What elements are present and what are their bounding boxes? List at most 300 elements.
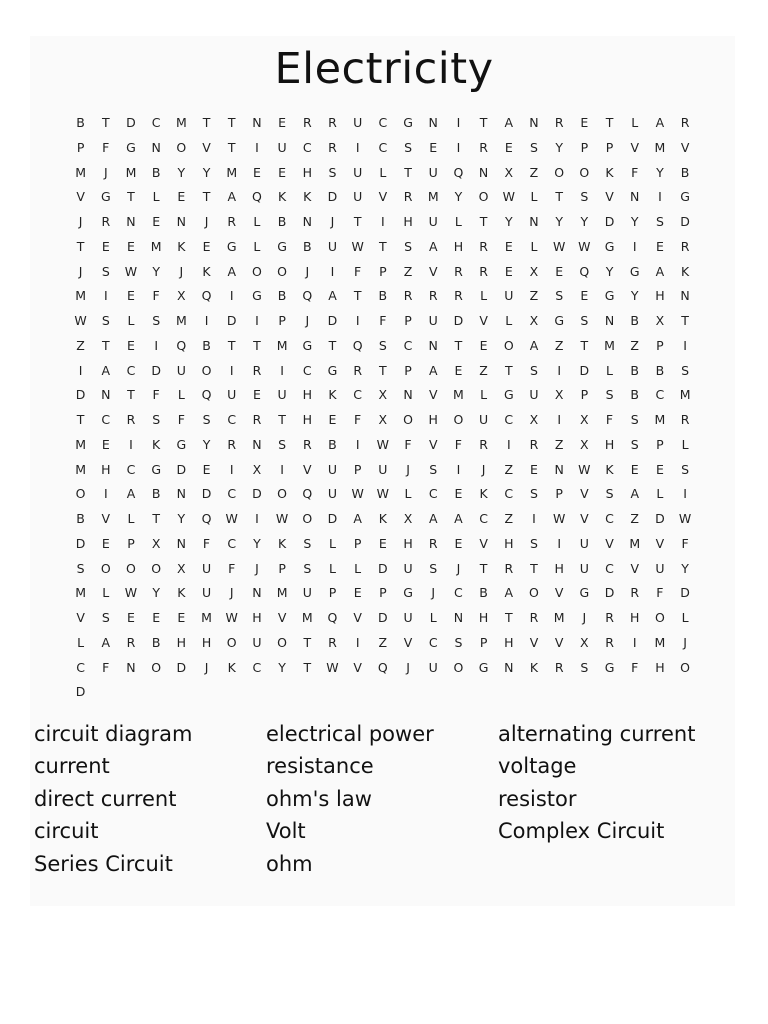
- grid-letter: H: [504, 634, 514, 650]
- grid-letter: Y: [177, 511, 186, 526]
- grid-letter: M: [150, 238, 162, 254]
- grid-letter: G: [403, 115, 413, 130]
- grid-letter: I: [355, 436, 360, 452]
- grid-letter: H: [403, 214, 413, 229]
- grid-letter: L: [429, 610, 437, 625]
- grid-letter: H: [176, 634, 187, 650]
- grid-letter: T: [379, 362, 387, 378]
- grid-letter: V: [353, 659, 362, 675]
- grid-letter: L: [102, 585, 110, 601]
- grid-letter: O: [226, 634, 237, 650]
- grid-letter: Z: [403, 263, 413, 279]
- grid-letter: N: [252, 585, 262, 601]
- grid-letter: R: [529, 610, 539, 625]
- grid-letter: E: [504, 238, 513, 254]
- grid-letter: D: [378, 610, 388, 625]
- grid-letter: D: [201, 486, 212, 502]
- grid-letter: L: [681, 610, 689, 625]
- grid-letter: C: [378, 115, 388, 130]
- grid-letter: X: [177, 288, 186, 304]
- grid-letter: P: [656, 337, 664, 353]
- grid-letter: T: [479, 560, 488, 576]
- grid-letter: Q: [453, 164, 464, 180]
- grid-letter: X: [529, 313, 539, 328]
- grid-letter: L: [328, 535, 336, 551]
- grid-letter: S: [429, 560, 438, 576]
- grid-letter: B: [202, 337, 211, 353]
- grid-letter: G: [151, 461, 161, 477]
- grid-letter: M: [226, 164, 238, 180]
- grid-letter: F: [404, 436, 412, 452]
- grid-letter: S: [605, 486, 614, 502]
- grid-letter: T: [303, 634, 312, 650]
- grid-letter: I: [255, 139, 259, 155]
- grid-letter: F: [379, 313, 387, 328]
- grid-letter: N: [680, 288, 690, 304]
- grid-letter: V: [479, 535, 488, 551]
- grid-letter: T: [127, 189, 135, 205]
- grid-letter: J: [406, 659, 410, 675]
- grid-letter: E: [454, 535, 463, 551]
- grid-letter: E: [177, 610, 186, 625]
- grid-letter: P: [580, 139, 589, 155]
- grid-letter: X: [378, 412, 388, 427]
- grid-letter: R: [630, 585, 640, 601]
- grid-letter: X: [554, 387, 564, 403]
- grid-letter: H: [201, 634, 212, 650]
- grid-letter: T: [278, 412, 286, 427]
- grid-letter: T: [227, 139, 236, 155]
- grid-letter: I: [229, 461, 234, 477]
- grid-letter: Q: [176, 337, 187, 353]
- grid-letter: W: [326, 659, 339, 675]
- grid-letter: F: [177, 412, 185, 427]
- grid-letter: W: [124, 263, 138, 279]
- grid-letter: U: [428, 214, 438, 229]
- grid-letter: H: [403, 535, 413, 551]
- grid-letter: E: [252, 387, 261, 403]
- grid-letter: G: [604, 238, 615, 254]
- grid-letter: I: [154, 337, 158, 353]
- grid-letter: N: [126, 659, 136, 675]
- grid-letter: E: [530, 461, 538, 477]
- grid-letter: P: [127, 535, 135, 551]
- grid-letter: R: [479, 238, 488, 254]
- grid-letter: I: [557, 412, 561, 427]
- grid-letter: Q: [352, 337, 363, 353]
- grid-letter: R: [252, 362, 262, 378]
- grid-letter: M: [654, 139, 666, 155]
- grid-letter: A: [529, 337, 539, 353]
- grid-letter: C: [151, 115, 161, 130]
- grid-letter: N: [151, 139, 161, 155]
- grid-letter: S: [580, 659, 589, 675]
- grid-letter: M: [629, 535, 641, 551]
- grid-letter: V: [580, 486, 589, 502]
- grid-letter: J: [683, 634, 687, 650]
- grid-letter: D: [126, 115, 136, 130]
- grid-letter: V: [303, 461, 312, 477]
- grid-letter: I: [557, 362, 561, 378]
- grid-letter: K: [177, 585, 186, 601]
- grid-letter: N: [604, 313, 615, 328]
- grid-letter: A: [428, 362, 438, 378]
- grid-letter: R: [680, 115, 690, 130]
- grid-letter: A: [101, 362, 111, 378]
- grid-letter: B: [76, 115, 85, 130]
- grid-letter: O: [554, 164, 565, 180]
- grid-letter: T: [152, 511, 160, 526]
- word-item: voltage: [498, 754, 577, 779]
- word-item: alternating current: [498, 722, 696, 746]
- grid-letter: A: [101, 634, 111, 650]
- grid-letter: S: [152, 412, 161, 427]
- grid-letter: W: [578, 238, 591, 254]
- grid-letter: H: [302, 164, 312, 180]
- grid-letter: V: [630, 560, 639, 576]
- grid-letter: Y: [605, 263, 614, 279]
- grid-letter: V: [554, 585, 564, 601]
- grid-letter: M: [276, 337, 288, 353]
- grid-letter: V: [630, 139, 639, 155]
- grid-letter: N: [176, 486, 187, 502]
- grid-letter: S: [404, 238, 412, 254]
- grid-letter: I: [229, 288, 234, 304]
- grid-letter: H: [101, 461, 111, 477]
- grid-letter: S: [278, 436, 287, 452]
- grid-letter: V: [529, 634, 539, 650]
- grid-letter: W: [225, 511, 238, 526]
- grid-letter: C: [605, 560, 614, 576]
- grid-letter: R: [126, 634, 136, 650]
- grid-letter: C: [655, 387, 665, 403]
- grid-letter: T: [580, 337, 589, 353]
- grid-letter: E: [152, 214, 161, 229]
- grid-letter: P: [353, 535, 362, 551]
- grid-letter: I: [229, 362, 234, 378]
- grid-letter: Y: [630, 214, 639, 229]
- grid-letter: C: [302, 362, 312, 378]
- grid-letter: C: [227, 535, 237, 551]
- grid-letter: G: [604, 659, 615, 675]
- grid-letter: M: [175, 313, 187, 328]
- grid-letter: D: [680, 585, 690, 601]
- grid-letter: B: [277, 214, 287, 229]
- grid-letter: V: [378, 189, 388, 205]
- grid-letter: H: [302, 412, 312, 427]
- grid-letter: Z: [504, 461, 514, 477]
- grid-letter: U: [655, 560, 665, 576]
- grid-letter: S: [630, 412, 639, 427]
- grid-letter: V: [479, 313, 488, 328]
- grid-letter: U: [403, 560, 413, 576]
- grid-letter: F: [102, 659, 110, 675]
- grid-letter: E: [101, 238, 110, 254]
- grid-letter: V: [554, 634, 564, 650]
- grid-letter: I: [129, 436, 133, 452]
- grid-letter: N: [176, 214, 187, 229]
- grid-letter: L: [177, 387, 185, 403]
- grid-letter: Y: [152, 263, 160, 279]
- grid-letter: K: [378, 511, 387, 526]
- grid-letter: O: [151, 659, 162, 675]
- grid-letter: L: [77, 634, 85, 650]
- grid-letter: L: [681, 436, 689, 452]
- grid-letter: N: [428, 337, 438, 353]
- grid-letter: B: [277, 288, 287, 304]
- grid-letter: S: [530, 535, 538, 551]
- grid-letter: A: [504, 115, 514, 130]
- grid-letter: Z: [479, 362, 488, 378]
- grid-letter: M: [453, 387, 464, 403]
- grid-letter: Q: [302, 486, 313, 502]
- grid-letter: A: [428, 511, 438, 526]
- grid-letter: R: [680, 412, 690, 427]
- grid-letter: U: [579, 535, 589, 551]
- grid-letter: V: [428, 263, 438, 279]
- grid-letter: L: [530, 238, 538, 254]
- grid-letter: I: [658, 189, 662, 205]
- grid-letter: R: [479, 139, 488, 155]
- grid-letter: A: [428, 238, 438, 254]
- grid-letter: M: [175, 115, 187, 130]
- grid-letter: K: [177, 238, 186, 254]
- grid-letter: S: [555, 288, 564, 304]
- grid-letter: X: [504, 164, 514, 180]
- grid-letter: R: [328, 115, 337, 130]
- grid-letter: I: [280, 461, 284, 477]
- grid-letter: C: [479, 511, 488, 526]
- grid-letter: V: [76, 189, 85, 205]
- grid-letter: T: [202, 115, 211, 130]
- grid-letter: O: [100, 560, 111, 576]
- grid-letter: Q: [201, 511, 212, 526]
- grid-letter: W: [552, 238, 566, 254]
- grid-letter: T: [681, 313, 689, 328]
- grid-letter: I: [683, 337, 687, 353]
- grid-letter: Y: [630, 288, 639, 304]
- grid-letter: E: [655, 461, 664, 477]
- grid-letter: R: [403, 288, 413, 304]
- grid-letter: E: [127, 238, 135, 254]
- grid-letter: Y: [555, 214, 563, 229]
- grid-letter: G: [403, 585, 413, 601]
- grid-letter: J: [204, 214, 209, 229]
- grid-letter: S: [530, 362, 538, 378]
- grid-letter: S: [101, 610, 110, 625]
- grid-letter: E: [177, 189, 186, 205]
- grid-letter: O: [277, 263, 288, 279]
- grid-letter: L: [127, 313, 135, 328]
- grid-letter: P: [278, 313, 286, 328]
- grid-letter: X: [580, 634, 589, 650]
- grid-letter: S: [101, 313, 110, 328]
- page-title: Electricity: [274, 44, 494, 94]
- grid-letter: Q: [201, 288, 212, 304]
- grid-letter: R: [227, 214, 237, 229]
- grid-letter: K: [303, 189, 312, 205]
- grid-letter: K: [277, 189, 287, 205]
- grid-letter: D: [75, 684, 86, 700]
- grid-letter: R: [403, 189, 413, 205]
- grid-letter: U: [378, 461, 388, 477]
- grid-letter: V: [428, 436, 438, 452]
- grid-letter: L: [606, 362, 614, 378]
- grid-letter: E: [454, 362, 463, 378]
- grid-letter: S: [530, 139, 538, 155]
- grid-letter: I: [255, 511, 259, 526]
- grid-letter: E: [555, 263, 564, 279]
- grid-letter: U: [277, 387, 287, 403]
- grid-letter: R: [479, 263, 488, 279]
- grid-letter: Y: [504, 214, 513, 229]
- grid-letter: D: [604, 214, 615, 229]
- grid-letter: D: [680, 214, 690, 229]
- grid-letter: D: [378, 560, 388, 576]
- grid-letter: R: [428, 288, 438, 304]
- grid-letter: F: [631, 164, 639, 180]
- grid-letter: U: [403, 610, 413, 625]
- grid-letter: D: [226, 313, 237, 328]
- word-list-column-3: [498, 718, 695, 848]
- grid-letter: G: [604, 288, 615, 304]
- grid-letter: V: [202, 139, 211, 155]
- grid-letter: C: [227, 412, 237, 427]
- grid-letter: M: [553, 610, 565, 625]
- grid-letter: V: [580, 511, 589, 526]
- grid-letter: G: [100, 189, 111, 205]
- grid-letter: S: [681, 461, 690, 477]
- grid-letter: Y: [681, 560, 689, 576]
- grid-letter: N: [554, 461, 564, 477]
- grid-letter: X: [580, 436, 589, 452]
- grid-letter: K: [277, 535, 287, 551]
- grid-letter: D: [327, 313, 338, 328]
- grid-letter: T: [127, 387, 135, 403]
- grid-letter: C: [126, 461, 136, 477]
- grid-letter: P: [656, 436, 664, 452]
- grid-letter: X: [655, 313, 665, 328]
- grid-letter: W: [578, 461, 591, 477]
- grid-letter: F: [152, 288, 160, 304]
- grid-letter: S: [530, 486, 538, 502]
- grid-letter: O: [529, 585, 539, 601]
- grid-letter: S: [681, 362, 690, 378]
- grid-letter: E: [454, 486, 463, 502]
- word-list-column-2: [266, 718, 434, 880]
- grid-letter: W: [678, 511, 692, 526]
- grid-letter: O: [453, 412, 464, 427]
- grid-letter: I: [532, 511, 536, 526]
- grid-letter: S: [630, 436, 639, 452]
- grid-letter: R: [126, 412, 136, 427]
- grid-letter: V: [605, 535, 614, 551]
- grid-letter: T: [353, 214, 362, 229]
- grid-letter: R: [605, 610, 614, 625]
- grid-letter: L: [379, 164, 387, 180]
- grid-letter: Q: [327, 610, 338, 625]
- grid-letter: U: [327, 461, 338, 477]
- grid-letter: V: [277, 610, 287, 625]
- grid-letter: N: [453, 610, 464, 625]
- grid-letter: X: [580, 412, 589, 427]
- grid-letter: R: [101, 214, 111, 229]
- grid-letter: I: [632, 238, 637, 254]
- grid-letter: D: [327, 511, 338, 526]
- grid-letter: M: [75, 288, 86, 304]
- grid-letter: D: [75, 387, 86, 403]
- grid-letter: C: [403, 337, 413, 353]
- grid-letter: A: [328, 288, 337, 304]
- grid-letter: W: [376, 486, 390, 502]
- grid-letter: T: [303, 659, 312, 675]
- grid-letter: L: [152, 189, 160, 205]
- grid-letter: T: [328, 337, 337, 353]
- grid-letter: U: [428, 659, 438, 675]
- grid-letter: K: [605, 164, 614, 180]
- grid-letter: M: [201, 610, 212, 625]
- grid-letter: H: [655, 288, 665, 304]
- grid-letter: L: [127, 511, 135, 526]
- grid-letter: S: [580, 313, 589, 328]
- grid-letter: K: [680, 263, 690, 279]
- grid-letter: D: [453, 313, 464, 328]
- grid-letter: X: [378, 387, 388, 403]
- grid-letter: M: [276, 585, 288, 601]
- grid-letter: Y: [656, 164, 664, 180]
- grid-letter: A: [227, 189, 236, 205]
- grid-letter: L: [480, 288, 488, 304]
- grid-letter: O: [277, 486, 288, 502]
- grid-letter: A: [126, 486, 136, 502]
- grid-letter: B: [680, 164, 690, 180]
- grid-letter: E: [101, 535, 110, 551]
- grid-letter: F: [656, 585, 664, 601]
- grid-letter: J: [305, 313, 310, 328]
- grid-letter: N: [176, 535, 187, 551]
- grid-letter: N: [252, 115, 262, 130]
- grid-letter: P: [605, 139, 614, 155]
- grid-letter: B: [378, 288, 388, 304]
- grid-letter: W: [225, 610, 238, 625]
- grid-letter: I: [506, 436, 511, 452]
- grid-letter: D: [75, 535, 86, 551]
- grid-letter: M: [604, 337, 615, 353]
- grid-letter: S: [328, 164, 337, 180]
- grid-letter: J: [78, 263, 83, 279]
- grid-letter: X: [529, 412, 539, 427]
- grid-letter: O: [680, 659, 691, 675]
- grid-letter: V: [353, 610, 362, 625]
- grid-letter: P: [404, 313, 412, 328]
- grid-letter: Y: [454, 189, 463, 205]
- grid-letter: R: [454, 263, 463, 279]
- grid-letter: J: [481, 461, 486, 477]
- grid-letter: U: [327, 238, 338, 254]
- grid-letter: T: [101, 115, 110, 130]
- grid-letter: S: [605, 387, 614, 403]
- grid-letter: W: [124, 585, 138, 601]
- grid-letter: O: [201, 362, 212, 378]
- grid-letter: M: [654, 634, 666, 650]
- grid-letter: V: [101, 511, 111, 526]
- grid-letter: G: [176, 436, 187, 452]
- grid-letter: T: [555, 189, 563, 205]
- grid-letter: R: [353, 362, 362, 378]
- grid-letter: D: [151, 362, 161, 378]
- grid-letter: U: [302, 585, 312, 601]
- grid-letter: J: [305, 263, 310, 279]
